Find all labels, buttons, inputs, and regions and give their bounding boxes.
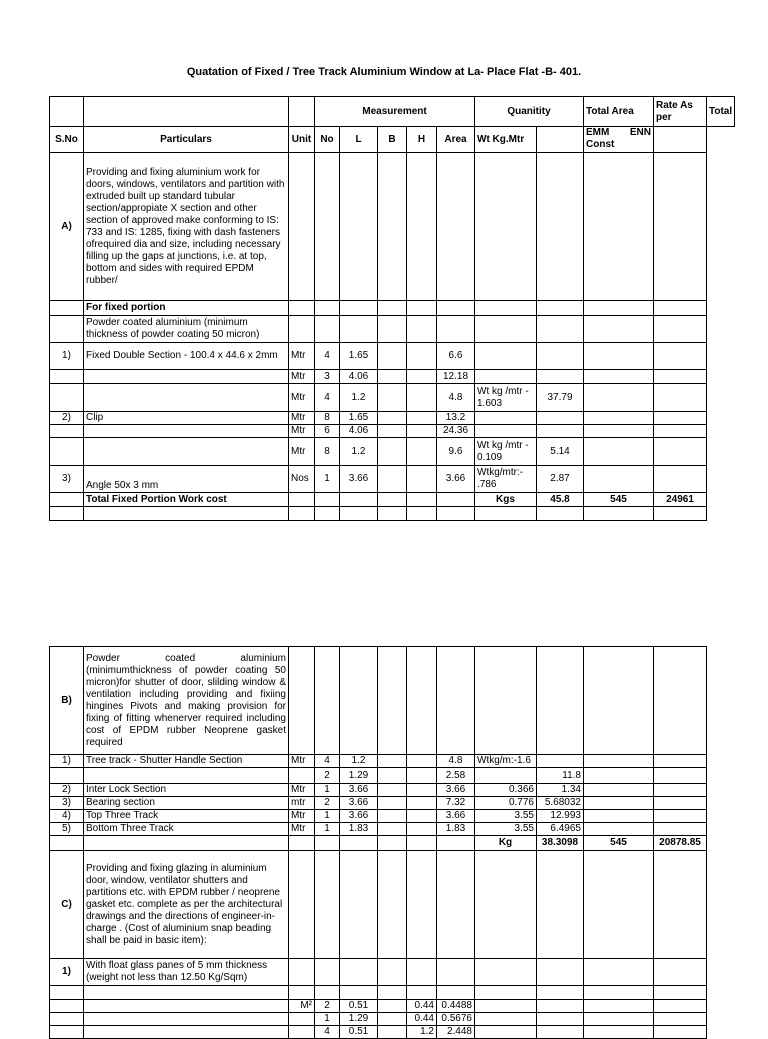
area-cell: 12.18 [437,370,475,384]
total-area-value: 38.3098 [537,836,584,851]
table-row [50,153,735,301]
no-cell: 2 [315,1000,340,1013]
item-c-sno: C) [50,851,84,959]
particulars-cell: Tree track - Shutter Handle Section [84,755,289,768]
l-cell: 3.66 [340,797,378,810]
unit-cell: M² [289,1000,315,1013]
area-cell: 3.66 [437,784,475,797]
unit-cell: Nos [289,466,315,493]
no-cell: 4 [315,755,340,768]
table-row [50,425,735,438]
sno-cell: 1) [50,755,84,768]
table-row [50,384,735,412]
h-header: H [407,127,437,153]
l-cell: 3.66 [340,784,378,797]
fixed-portion-heading: For fixed portion [84,301,289,316]
rate-subheader: EMM ENN Const [584,127,654,153]
table-row [50,316,735,343]
area-cell: 4.8 [437,384,475,412]
item-a-description: Providing and fixing aluminium work for doors, windows, ventilators and partition with extruded built up standard tubular section/appropiate X section and other section of approved make conforming to IS: 733 and IS: 1285, fixing with dash fasteners ofrequired dia and size, including necessary filling up the gaps at junctions, i.e. at top, bottom and sides with required EPDM rubber/ [84,153,289,301]
table-row [50,1026,707,1039]
sno-cell: 3) [50,797,84,810]
rate-value: 545 [584,836,654,851]
total-area-cell: 6.4965 [537,823,584,836]
no-cell: 2 [315,797,340,810]
kgs-label: Kgs [475,493,537,507]
table-row [50,370,735,384]
l-cell: 1.2 [340,438,378,466]
unit-cell: Mtr [289,425,315,438]
total-area-cell: 11.8 [537,768,584,784]
no-cell: 8 [315,412,340,425]
sno-cell: 4) [50,810,84,823]
l-cell: 0.51 [340,1026,378,1039]
l-cell: 4.06 [340,370,378,384]
wt-cell: 0.776 [475,797,537,810]
no-cell: 1 [315,1013,340,1026]
unit-cell: Mtr [289,438,315,466]
table-row [50,647,707,755]
particulars-cell: Inter Lock Section [84,784,289,797]
sno-cell: 1) [50,959,84,986]
sno-cell: 5) [50,823,84,836]
measurement-header: Measurement [315,97,475,127]
total-area-cell: 5.14 [537,438,584,466]
total-area-cell: 37.79 [537,384,584,412]
table-row [50,97,735,127]
particulars-cell: Bearing section [84,797,289,810]
particulars-cell: Bottom Three Track [84,823,289,836]
particulars-header: Particulars [84,127,289,153]
particulars-cell: With float glass panes of 5 mm thickness (weight not less than 12.50 Kg/Sqm) [84,959,289,986]
sno-cell: 3) [50,466,84,493]
area-cell: 13.2 [437,412,475,425]
total-header: Total [707,97,735,127]
total-fixed-label: Total Fixed Portion Work cost [84,493,289,507]
l-cell: 1.65 [340,412,378,425]
area-cell: 0.4488 [437,1000,475,1013]
wt-cell: Wtkg/mtr:- .786 [475,466,537,493]
unit-cell: Mtr [289,810,315,823]
total-area-value: 45.8 [537,493,584,507]
area-cell: 2.58 [437,768,475,784]
wt-cell: Wtkg/m:-1.6 [475,755,537,768]
unit-cell: mtr [289,797,315,810]
no-cell: 4 [315,384,340,412]
total-area-cell: 5.68032 [537,797,584,810]
table-row [50,768,707,784]
table-row [50,755,707,768]
l-cell: 1.2 [340,384,378,412]
item-c-description: Providing and fixing glazing in aluminium door, window, ventilator shutters and partitions etc. with EPDM rubber / neoprene gasket etc. complete as per the architectural drawings and the directions of engineer-in-charge . (Cost of aluminium snap beading shall be paid in basic item): [84,851,289,959]
area-cell: 9.6 [437,438,475,466]
no-header: No [315,127,340,153]
no-cell: 2 [315,768,340,784]
no-cell: 1 [315,810,340,823]
table-row [50,784,707,797]
l-cell: 1.29 [340,768,378,784]
table-row [50,438,735,466]
total-area-cell: 1.34 [537,784,584,797]
total-area-header: Total Area [584,97,654,127]
area-cell: 0.5676 [437,1013,475,1026]
b-header: B [378,127,407,153]
table-row [50,823,707,836]
wt-cell: Wt kg /mtr - 1.603 [475,384,537,412]
l-cell: 3.66 [340,466,378,493]
table-row [50,493,735,507]
table-row [50,343,735,370]
kg-label: Kg [475,836,537,851]
area-cell: 3.66 [437,466,475,493]
wt-cell: Wt kg /mtr - 0.109 [475,438,537,466]
l-cell: 1.83 [340,823,378,836]
l-cell: 1.29 [340,1013,378,1026]
table-row [50,797,707,810]
area-cell: 7.32 [437,797,475,810]
no-cell: 4 [315,1026,340,1039]
sno-cell: 2) [50,412,84,425]
no-cell: 1 [315,466,340,493]
sno-header: S.No [50,127,84,153]
h-cell: 0.44 [407,1013,437,1026]
shutter-glazing-table [49,646,707,1039]
no-cell: 8 [315,438,340,466]
particulars-cell: Top Three Track [84,810,289,823]
table-row [50,301,735,316]
h-cell: 1.2 [407,1026,437,1039]
item-b-description: Powder coated aluminium (minimumthickness of powder coating 50 micron)for shutter of door, slilding window & ventilation including providing and fixiing hingines Pivots and making provision for fixing of fitting whenerver required including cost of EPDM rubber Neoprene gasket required [84,647,289,755]
table-row [50,836,707,851]
unit-cell: Mtr [289,784,315,797]
rate-value: 545 [584,493,654,507]
l-cell: 4.06 [340,425,378,438]
unit-cell: Mtr [289,412,315,425]
area-header: Area [437,127,475,153]
area-cell: 4.8 [437,755,475,768]
fixed-portion-table [49,96,735,521]
quanitity-header: Quanitity [475,97,584,127]
sno-cell: 2) [50,784,84,797]
table-row [50,851,707,959]
table-row [50,127,735,153]
item-b-sno: B) [50,647,84,755]
no-cell: 3 [315,370,340,384]
unit-cell: Mtr [289,755,315,768]
total-area-cell: 12.993 [537,810,584,823]
unit-cell: Mtr [289,384,315,412]
area-cell: 3.66 [437,810,475,823]
no-cell: 4 [315,343,340,370]
l-cell: 1.2 [340,755,378,768]
unit-cell: Mtr [289,823,315,836]
page-title: Quatation of Fixed / Tree Track Aluminium Window at La- Place Flat -B- 401. [186,66,582,78]
area-cell: 2.448 [437,1026,475,1039]
particulars-cell: Fixed Double Section - 100.4 x 44.6 x 2mm [84,343,289,370]
item-a-sno: A) [50,153,84,301]
rate-header: Rate As per [654,97,707,127]
table-row [50,412,735,425]
wt-cell: 3.55 [475,823,537,836]
wt-cell: 3.55 [475,810,537,823]
l-cell: 0.51 [340,1000,378,1013]
l-cell: 3.66 [340,810,378,823]
wt-cell: 0.366 [475,784,537,797]
table-row [50,466,735,493]
table-row [50,959,707,986]
no-cell: 1 [315,823,340,836]
table-row [50,810,707,823]
table-row [50,986,707,1000]
total-value: 24961 [654,493,707,507]
unit-cell: Mtr [289,370,315,384]
area-cell: 1.83 [437,823,475,836]
table-row [50,507,735,521]
unit-cell: Mtr [289,343,315,370]
sno-cell: 1) [50,343,84,370]
table-row [50,1000,707,1013]
area-cell: 6.6 [437,343,475,370]
area-cell: 24.36 [437,425,475,438]
powder-coated-note: Powder coated aluminium (minimum thickness of powder coating 50 micron) [84,316,289,343]
l-header: L [340,127,378,153]
l-cell: 1.65 [340,343,378,370]
wt-header: Wt Kg.Mtr [475,127,537,153]
total-value: 20878.85 [654,836,707,851]
particulars-cell: Clip [84,412,289,425]
no-cell: 1 [315,784,340,797]
total-area-cell: 2.87 [537,466,584,493]
no-cell: 6 [315,425,340,438]
h-cell: 0.44 [407,1000,437,1013]
unit-header: Unit [289,127,315,153]
particulars-cell: Angle 50x 3 mm [84,466,289,493]
